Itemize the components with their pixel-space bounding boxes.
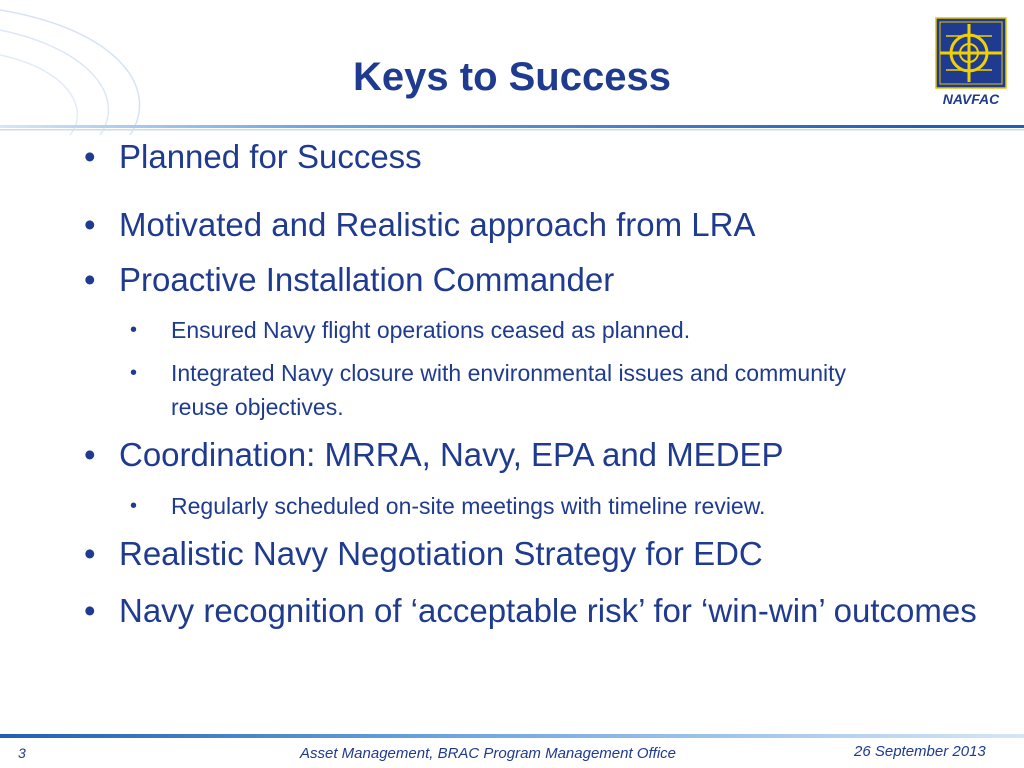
bullet-text: Navy recognition of ‘acceptable risk’ for ‘win-win’ outcomes <box>119 592 977 629</box>
bullet-marker: • <box>84 436 96 473</box>
sub-bullet-item <box>130 356 890 424</box>
sub-bullet-item <box>130 313 890 347</box>
sub-bullet-text: Regularly scheduled on-site meetings with timeline review. <box>171 493 766 519</box>
bullet-text: Motivated and Realistic approach from LRA <box>119 206 756 243</box>
bullet-item <box>84 204 984 246</box>
bullet-marker: • <box>84 138 96 175</box>
bullet-text: Planned for Success <box>119 138 422 175</box>
sub-bullet-text: Integrated Navy closure with environmental issues and community reuse objectives. <box>171 360 846 420</box>
bullet-text: Coordination: MRRA, Navy, EPA and MEDEP <box>119 436 784 473</box>
bullet-text: Proactive Installation Commander <box>119 261 615 298</box>
bullet-marker: • <box>84 261 96 298</box>
bullet-item <box>84 136 984 178</box>
sub-bullet-marker: • <box>130 362 138 384</box>
bullet-marker: • <box>84 535 96 572</box>
slide-title: Keys to Success <box>353 55 671 99</box>
bullet-marker: • <box>84 592 96 629</box>
bullet-item <box>84 533 984 575</box>
bullet-item <box>84 259 984 301</box>
sub-bullet-marker: • <box>130 319 138 341</box>
footer-rule <box>0 734 1024 738</box>
footer-date: 26 September 2013 <box>854 743 986 760</box>
logo-text: NAVFAC <box>942 91 1000 107</box>
sub-bullet-marker: • <box>130 495 138 517</box>
bullet-marker: • <box>84 206 96 243</box>
bullet-item <box>84 434 984 476</box>
bullet-text: Realistic Navy Negotiation Strategy for EDC <box>119 535 763 572</box>
page-number: 3 <box>18 745 26 761</box>
sub-bullet-text: Ensured Navy flight operations ceased as planned. <box>171 317 691 343</box>
sub-bullet-item <box>130 489 890 523</box>
footer-organization: Asset Management, BRAC Program Management Office <box>300 745 676 762</box>
bullet-item <box>84 590 984 632</box>
